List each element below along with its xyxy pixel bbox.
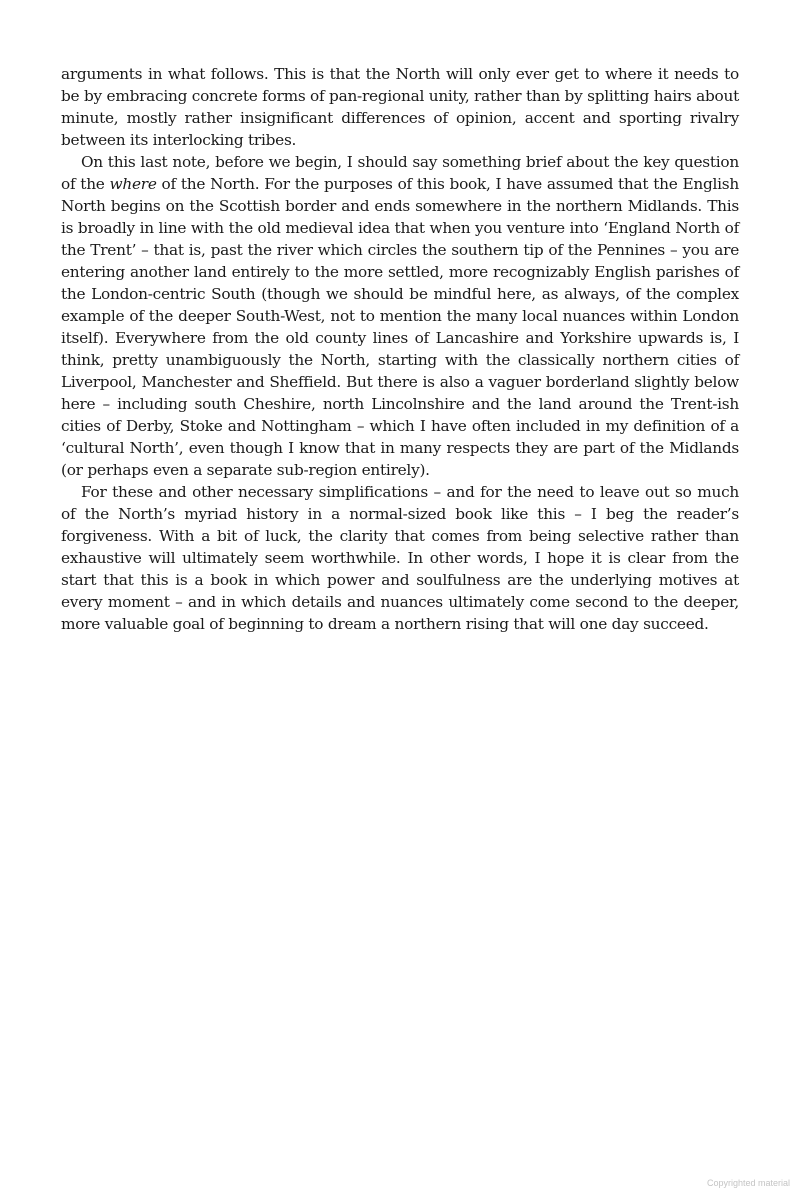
page-body [61,63,739,635]
paragraph-3-text: For these and other necessary simplifications – and for the need to leave out so much of the North’s myriad history in a normal-sized book like this – I beg the reader’s forgiveness. With a bit of luck, the clarity that comes from being selective rather than exhaustive will ultimately seem worthwhile. In other words, I hope it is clear from the start that this is a book in which power and soulfulness are the underlying motives at every moment – and in which details and nuances ultimately come second to the deeper, more valuable goal of beginning to dream a northern rising that will one day succeed. [61,483,739,633]
paragraph-1 [61,63,739,151]
paragraph-2-emphasis-where: where [109,175,157,193]
copyright-notice: Copyrighted material [706,1178,790,1188]
paragraph-3 [61,481,739,635]
paragraph-2 [61,151,739,481]
paragraph-2-text-start: On this last note, before we begin, I should say something brief about the key question of the [61,153,739,193]
paragraph-1-text: arguments in what follows. This is that the North will only ever get to where it needs to be by embracing concrete forms of pan-regional unity, rather than by splitting hairs about minute, mostly rather insignificant differences of opinion, accent and sporting rivalry between its interlocking tribes. [61,65,739,149]
paragraph-2-text-rest: of the North. For the purposes of this book, I have assumed that the English North begins on the Scottish border and ends somewhere in the northern Midlands. This is broadly in line with the old medieval idea that when you venture into ‘England North of the Trent’ – that is, past the river which circles the southern tip of the Pennines – you are entering another land entirely to the more settled, more recognizably English parishes of the London-centric South (though we should be mindful here, as always, of the complex example of the deeper South-West, not to mention the many local nuances within London itself). Everywhere from the old county lines of Lancashire and Yorkshire upwards is, I think, pretty unambiguously the North, starting with the classically northern cities of Liverpool, Manchester and Sheffield. But there is also a vaguer borderland slightly below here – including south Cheshire, north Lincolnshire and the land around the Trent-ish cities of Derby, Stoke and Nottingham – which I have often included in my definition of a ‘cultural North’, even though I know that in many respects they are part of the Midlands (or perhaps even a separate sub-region entirely). [61,175,739,479]
